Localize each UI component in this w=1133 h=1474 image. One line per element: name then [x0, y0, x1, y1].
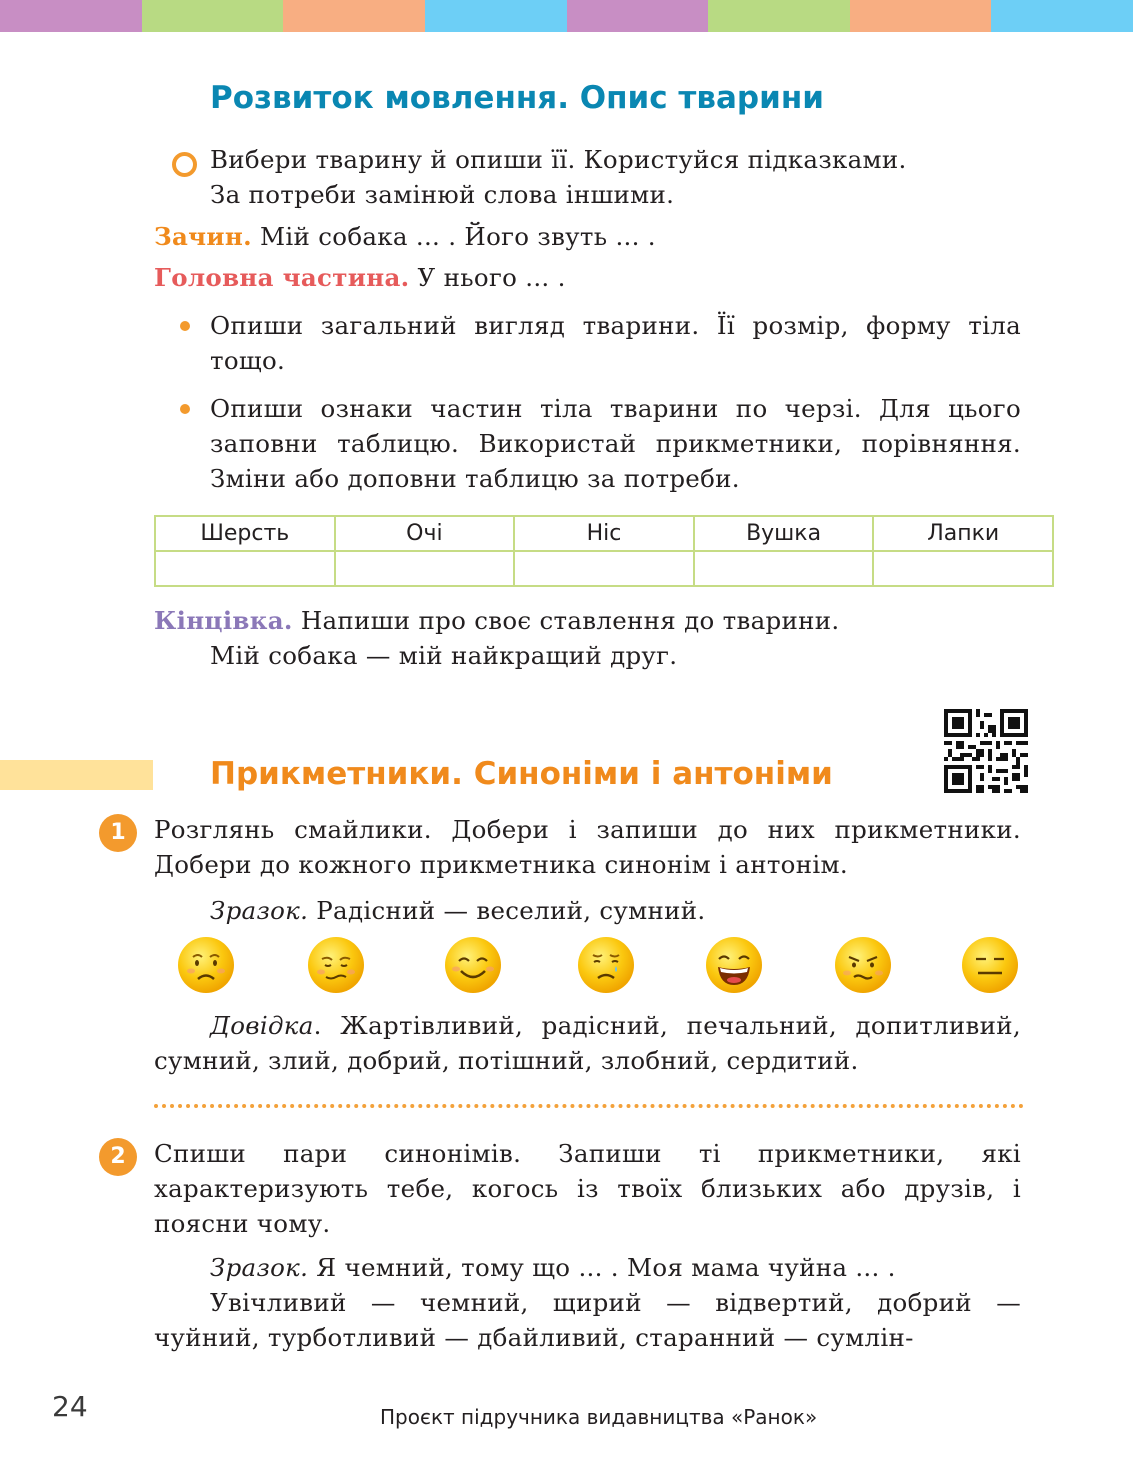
intro-label: Зачин. [154, 222, 252, 251]
intro-text: Мій собака ... . Його звуть ... . [251, 222, 656, 251]
task2-sample [210, 1250, 896, 1285]
sample-text: Я чемний, тому що ... . Моя мама чуйна ... . [308, 1253, 896, 1282]
ending-label: Кінцівка. [154, 606, 293, 635]
table-empty-cell[interactable] [155, 551, 335, 586]
stripe [283, 0, 425, 32]
dotted-divider [154, 1104, 1024, 1108]
table-header-cell: Шерсть [155, 516, 335, 551]
stripe [567, 0, 709, 32]
table-header-row [155, 516, 1053, 551]
stripe [142, 0, 284, 32]
task-ring-icon [172, 152, 197, 177]
task-text-line1: Вибери тварину й опиши її. Користуйся підказками. [210, 145, 907, 174]
sample-text: Радісний — веселий, сумний. [308, 896, 706, 925]
angry-face-icon [833, 935, 893, 995]
stripe [850, 0, 992, 32]
synonym-pairs-text: Увічливий — чемний, щирий — відвертий, добрий — чуйний, турботливий — дбайливий, старанний — сумлін- [154, 1288, 1021, 1352]
table-empty-row [155, 551, 1053, 586]
table-header-cell: Очі [335, 516, 515, 551]
bullet-icon [180, 404, 190, 414]
sample-label: Зразок. [210, 896, 309, 925]
task-number-badge: 2 [99, 1138, 137, 1176]
section-title-adjectives: Прикметники. Синоніми і антоніми [210, 756, 833, 792]
bullet-icon [180, 321, 190, 331]
neutral-face-icon [960, 935, 1020, 995]
table-header-cell: Лапки [873, 516, 1053, 551]
bullet-text-1: Опиши загальний вигляд тварини. Її розмір, форму тіла тощо. [210, 311, 1021, 375]
task1-text: Розглянь смайлики. Добери і запиши до них прикметники. Добери до кожного прикметника синонім і антонім. [154, 815, 1021, 879]
happy-face-icon [443, 935, 503, 995]
crying-face-icon [576, 935, 636, 995]
task-number-badge: 1 [99, 814, 137, 852]
ending-paragraph [154, 603, 839, 638]
table-empty-cell[interactable] [514, 551, 694, 586]
reference-label: Довідка [210, 1011, 314, 1040]
section-marker-bar [0, 760, 153, 790]
table-empty-cell[interactable] [873, 551, 1053, 586]
task2-synonym-pairs [154, 1285, 1021, 1355]
task2-text: Спиши пари синонімів. Запиши ті прикметники, які характеризують тебе, когось із твоїх близьких або друзів, і поясни чому. [154, 1139, 1021, 1238]
table-header-cell: Вушка [694, 516, 874, 551]
publisher-note: Проєкт підручника видавництва «Ранок» [380, 1405, 818, 1429]
table-empty-cell[interactable] [694, 551, 874, 586]
shy-face-icon [306, 935, 366, 995]
main-part-text: У нього ... . [409, 263, 566, 292]
table-empty-cell[interactable] [335, 551, 515, 586]
task1-reference [154, 1008, 1021, 1078]
stripe [991, 0, 1133, 32]
reference-text: . Жартівливий, радісний, печальний, допитливий, сумний, злий, добрий, потішний, злобний, сердитий. [154, 1011, 1021, 1075]
page-number: 24 [52, 1390, 88, 1423]
task-text-line2: За потреби замінюй слова іншими. [210, 180, 675, 209]
main-part-paragraph [154, 260, 566, 295]
stripe [425, 0, 567, 32]
section-title-speech: Розвиток мовлення. Опис тварини [210, 80, 824, 116]
intro-paragraph [154, 219, 656, 254]
ending-example: Мій собака — мій найкращий друг. [210, 641, 678, 670]
ending-text: Напиши про своє ставлення до тварини. [292, 606, 840, 635]
laughing-face-icon [704, 935, 764, 995]
stripe [0, 0, 142, 32]
sad-face-icon [176, 935, 236, 995]
stripe [708, 0, 850, 32]
task1-sample [210, 893, 705, 928]
animal-features-table [154, 515, 1054, 587]
main-part-label: Головна частина. [154, 263, 410, 292]
qr-code-icon[interactable] [944, 709, 1028, 793]
sample-label: Зразок. [210, 1253, 309, 1282]
table-header-cell: Ніс [514, 516, 694, 551]
bullet-text-2: Опиши ознаки частин тіла тварини по черзі. Для цього заповни таблицю. Використай прикметники, порівняння. Зміни або доповни таблицю за потреби. [210, 394, 1021, 493]
top-color-stripes [0, 0, 1133, 32]
